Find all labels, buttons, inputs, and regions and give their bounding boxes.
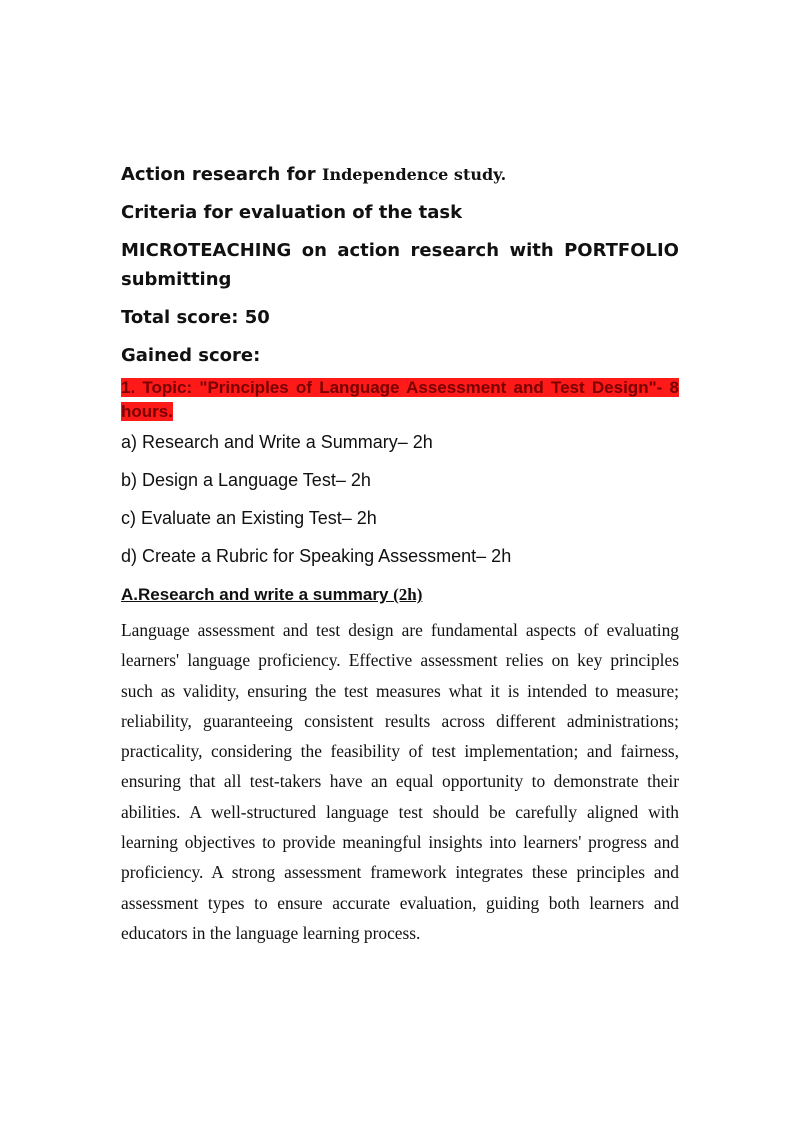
summary-paragraph: Language assessment and test design are fundamental aspects of evaluating learners' language proficiency. Effective assessment relies on key principles such as validity, ensuring the test measures what it is intended to measure; reliability, guaranteeing consistent results across different administrations; practicality, considering the feasibility of test implementation; and fairness, ensuring that all test-takers have an equal opportunity to demonstrate their abilities. A well-structured language test should be carefully aligned with learning objectives to provide meaningful insights into learners' progress and proficiency. A strong assessment framework integrates these principles and assessment types to ensure accurate evaluation, guiding both learners and educators in the language learning process.: [121, 620, 679, 943]
task-item-d: d) Create a Rubric for Speaking Assessment– 2h: [121, 546, 512, 566]
document-title-bold: Action research for: [121, 164, 322, 185]
section-heading: [121, 583, 679, 607]
topic-heading: [121, 376, 679, 424]
total-score: Total score: 50: [121, 307, 270, 328]
task-item-c: c) Evaluate an Existing Test– 2h: [121, 508, 377, 528]
page-content: [121, 160, 679, 948]
task-item-b: b) Design a Language Test– 2h: [121, 470, 371, 490]
criteria-heading: Criteria for evaluation of the task: [121, 202, 463, 223]
topic-highlight: 1. Topic: "Principles of Language Assessment and Test Design"- 8 hours.: [121, 378, 679, 421]
microteaching-heading: MICROTEACHING on action research with PORTFOLIO submitting: [121, 240, 679, 290]
document-title: [121, 160, 679, 189]
section-heading-text: A.Research and write a summary: [121, 585, 394, 604]
task-item-a: a) Research and Write a Summary– 2h: [121, 432, 433, 452]
document-title-serif: Independence study.: [321, 165, 507, 184]
section-heading-duration: (2h): [393, 585, 423, 604]
gained-score: Gained score:: [121, 345, 261, 366]
